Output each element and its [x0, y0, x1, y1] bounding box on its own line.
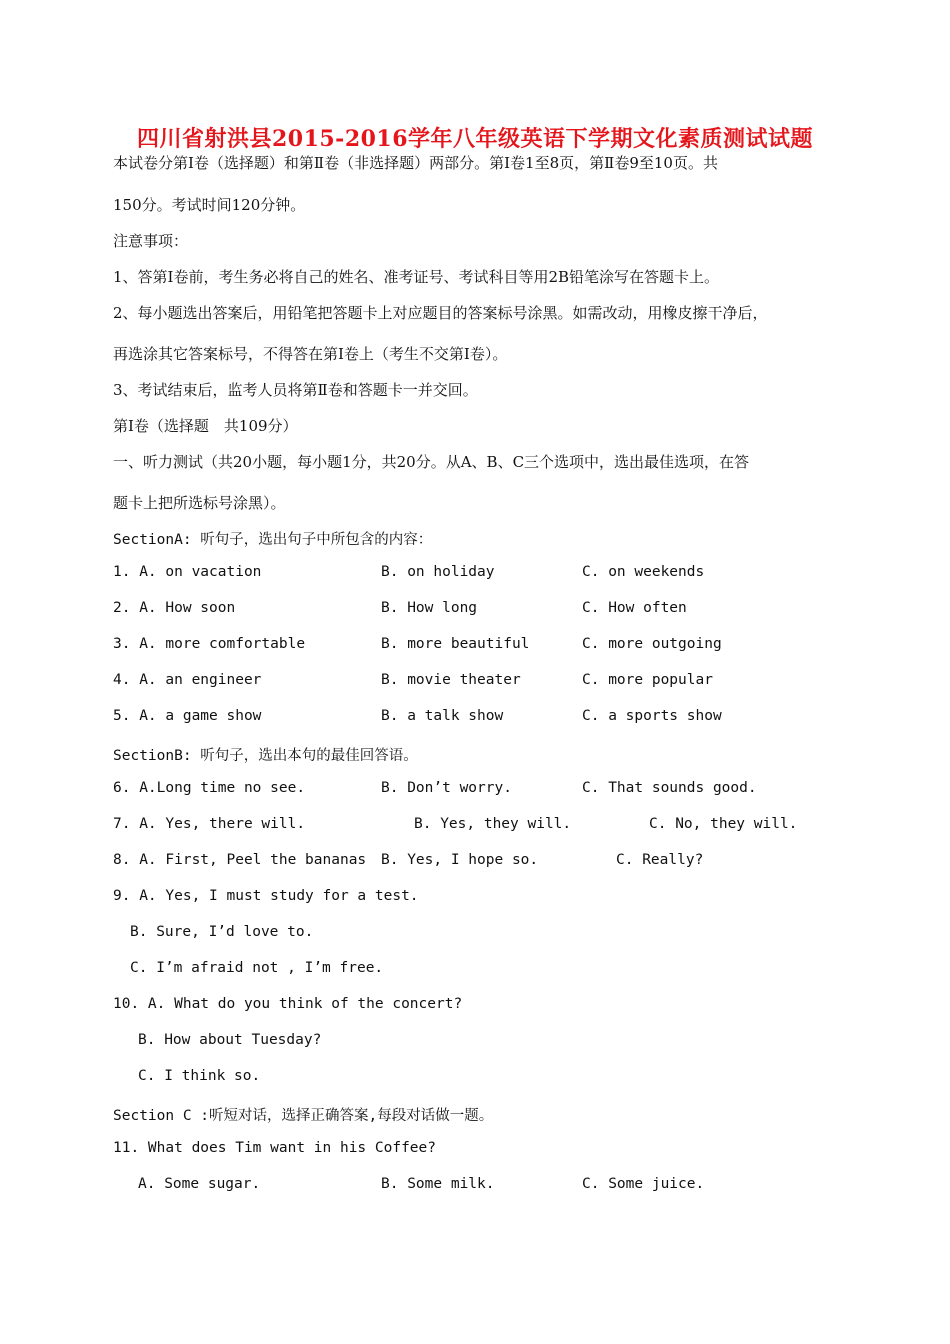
- option-c: C. Some juice.: [582, 1176, 705, 1192]
- section-b-heading: SectionB: 听句子，选出本句的最佳回答语。: [113, 748, 418, 764]
- option-c: C. more popular: [582, 672, 713, 688]
- note-1: 1、答第Ⅰ卷前，考生务必将自己的姓名、准考证号、考试科目等用2B铅笔涂写在答题卡上。: [113, 268, 720, 286]
- listening-line-1: 一、听力测试（共20小题，每小题1分，共20分。从A、B、C三个选项中，选出最佳选项，在答: [113, 453, 750, 471]
- option-a: 2. A. How soon: [113, 600, 236, 616]
- option-a: 7. A. Yes, there will.: [113, 816, 306, 832]
- question-10-c: C. I think so.: [138, 1068, 261, 1084]
- option-a: 6. A.Long time no see.: [113, 780, 306, 796]
- section-c-heading: Section C :听短对话，选择正确答案,每段对话做一题。: [113, 1108, 494, 1124]
- option-b: B. Yes, I hope so.: [381, 852, 539, 868]
- option-b: B. How long: [381, 600, 478, 616]
- intro-line-1: 本试卷分第Ⅰ卷（选择题）和第Ⅱ卷（非选择题）两部分。第Ⅰ卷1至8页，第Ⅱ卷9至10页。共: [113, 154, 718, 172]
- option-c: C. No, they will.: [649, 816, 798, 832]
- option-b: B. a talk show: [381, 708, 504, 724]
- option-c: C. How often: [582, 600, 687, 616]
- note-2b: 再选涂其它答案标号，不得答在第Ⅰ卷上（考生不交第Ⅰ卷）。: [113, 345, 508, 363]
- option-c: C. Really?: [616, 852, 704, 868]
- option-b: B. Some milk.: [381, 1176, 495, 1192]
- option-c: C. on weekends: [582, 564, 705, 580]
- intro-line-2: 150分。考试时间120分钟。: [113, 196, 306, 214]
- option-a: 1. A. on vacation: [113, 564, 262, 580]
- option-b: B. Yes, they will.: [414, 816, 572, 832]
- part1-heading: 第Ⅰ卷（选择题 共109分）: [113, 417, 298, 435]
- option-b: B. on holiday: [381, 564, 495, 580]
- option-a: 8. A. First, Peel the bananas: [113, 852, 367, 868]
- document-title: 四川省射洪县2015-2016学年八年级英语下学期文化素质测试试题: [136, 126, 814, 152]
- option-b: B. movie theater: [381, 672, 521, 688]
- question-9-b: B. Sure, I’d love to.: [130, 924, 314, 940]
- question-9-a: 9. A. Yes, I must study for a test.: [113, 888, 419, 904]
- option-c: C. more outgoing: [582, 636, 722, 652]
- question-10-b: B. How about Tuesday?: [138, 1032, 322, 1048]
- option-a: 5. A. a game show: [113, 708, 262, 724]
- listening-line-2: 题卡上把所选标号涂黑）。: [113, 494, 286, 512]
- question-11-stem: 11. What does Tim want in his Coffee?: [113, 1140, 437, 1156]
- section-a-heading: SectionA: 听句子，选出句子中所包含的内容：: [113, 532, 433, 548]
- option-c: C. That sounds good.: [582, 780, 757, 796]
- note-3: 3、考试结束后，监考人员将第Ⅱ卷和答题卡一并交回。: [113, 381, 478, 399]
- note-2a: 2、每小题选出答案后，用铅笔把答题卡上对应题目的答案标号涂黑。如需改动，用橡皮擦干净后，: [113, 304, 768, 322]
- option-a: 3. A. more comfortable: [113, 636, 306, 652]
- option-a: A. Some sugar.: [138, 1176, 261, 1192]
- option-c: C. a sports show: [582, 708, 722, 724]
- notes-heading: 注意事项：: [113, 232, 189, 250]
- option-b: B. Don’t worry.: [381, 780, 512, 796]
- option-a: 4. A. an engineer: [113, 672, 262, 688]
- question-10-a: 10. A. What do you think of the concert?: [113, 996, 463, 1012]
- question-9-c: C. I’m afraid not , I’m free.: [130, 960, 384, 976]
- option-b: B. more beautiful: [381, 636, 530, 652]
